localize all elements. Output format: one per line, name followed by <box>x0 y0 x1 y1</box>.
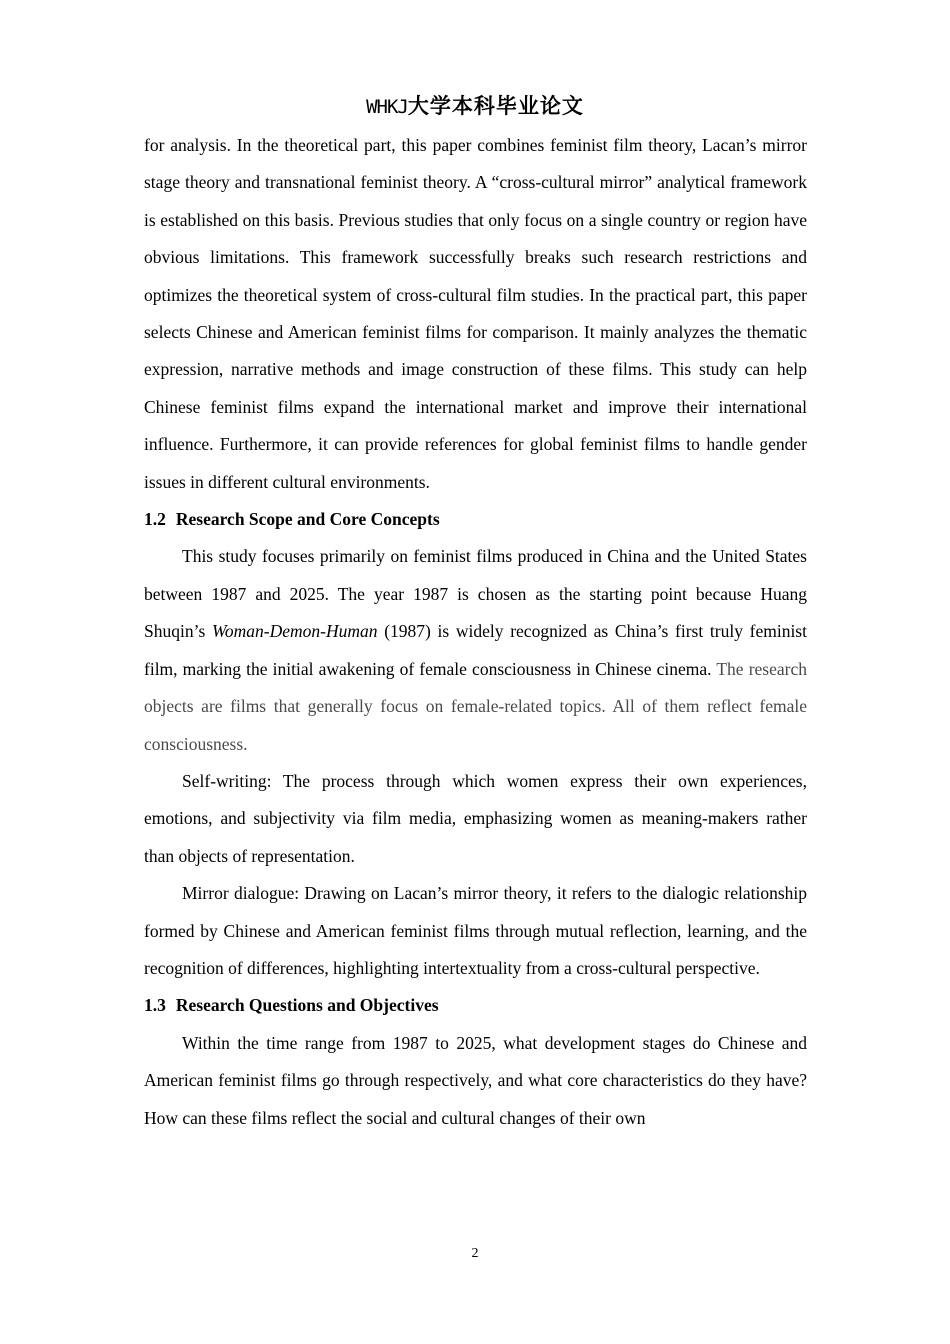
page-header <box>0 92 950 121</box>
section-title: Research Scope and Core Concepts <box>175 509 440 530</box>
page-number: 2 <box>471 1246 479 1261</box>
section-number: 1.2 <box>144 509 166 530</box>
paragraph-self-writing: Self-writing: The process through which women express their own experiences, emotions, and subjectivity via film media, emphasizing women as meaning-makers rather than objects of representation. <box>144 770 807 866</box>
section-number: 1.3 <box>144 995 166 1016</box>
section-title: Research Questions and Objectives <box>175 995 439 1016</box>
header-title: 大学本科毕业论文 <box>407 94 584 118</box>
header-latin: WHKJ <box>366 96 408 118</box>
film-title: Woman-Demon-Human <box>211 621 378 642</box>
paragraph-text: This study focuses primarily on feminist films produced in China and the United States between 1987 and 2025. The year 1987 is chosen as the starting point because Huang Shuqin’s <box>144 546 807 642</box>
section-heading-1-3 <box>144 987 807 1024</box>
paragraph-research-questions: Within the time range from 1987 to 2025, what development stages do Chinese and American feminist films go through respectively, and what core characteristics do they have? How can these films reflect the social and cultural changes of their own <box>144 1032 807 1128</box>
paragraph-continuation: for analysis. In the theoretical part, this paper combines feminist film theory, Lacan’s mirror stage theory and transnational feminist theory. A “cross-cultural mirror” analytical framework is established on this basis. Previous studies that only focus on a single country or region have obvious limitations. This framework successfully breaks such research restrictions and optimizes the theoretical system of cross-cultural film studies. In the practical part, this paper selects Chinese and American feminist films for comparison. It mainly analyzes the thematic expression, narrative methods and image construction of these films. This study can help Chinese feminist films expand the international market and improve their international influence. Furthermore, it can provide references for global feminist films to handle gender issues in different cultural environments. <box>144 135 807 492</box>
paragraph-text: (1987) is widely recognized as China’s first truly feminist film, marking the initial awakening of female consciousness in Chinese cinema. <box>144 621 807 679</box>
paragraph-research-scope <box>144 538 807 762</box>
paragraph-text-gray: The research objects are films that generally focus on female-related topics. All of them reflect female consciousness. <box>144 658 807 754</box>
paragraph-mirror-dialogue: Mirror dialogue: Drawing on Lacan’s mirror theory, it refers to the dialogic relationship formed by Chinese and American feminist films through mutual reflection, learning, and the recognition of differences, highlighting intertextuality from a cross-cultural perspective. <box>144 883 807 978</box>
section-heading-1-2 <box>144 501 807 538</box>
document-body <box>144 127 807 1137</box>
